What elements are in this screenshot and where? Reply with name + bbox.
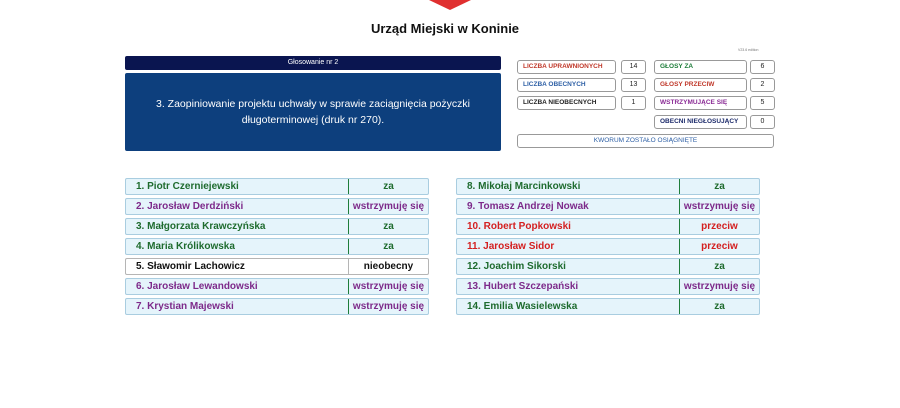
vote-number-header: Głosowanie nr 2 <box>125 56 501 70</box>
member-name: 6. Jarosław Lewandowski <box>136 281 258 292</box>
member-row <box>456 258 760 275</box>
member-name: 7. Krystian Majewski <box>136 301 234 312</box>
member-vote: za <box>348 179 428 194</box>
member-name: 2. Jarosław Derdziński <box>136 201 244 212</box>
member-vote: za <box>679 259 759 274</box>
stat-abstain-label: WSTRZYMUJĄCE SIĘ <box>654 96 747 110</box>
member-name: 9. Tomasz Andrzej Nowak <box>467 201 589 212</box>
member-row <box>456 238 760 255</box>
member-row <box>125 258 429 275</box>
stat-present-value: 13 <box>621 78 646 92</box>
member-row <box>125 238 429 255</box>
version-note: V23.6 edition <box>738 48 759 52</box>
stat-absent-label: LICZBA NIEOBECNYCH <box>517 96 616 110</box>
member-row <box>456 198 760 215</box>
stat-present-label: LICZBA OBECNYCH <box>517 78 616 92</box>
member-row <box>456 298 760 315</box>
member-name: 13. Hubert Szczepański <box>467 281 579 292</box>
member-vote: nieobecny <box>348 259 428 274</box>
stat-for-value: 6 <box>750 60 775 74</box>
member-name: 3. Małgorzata Krawczyńska <box>136 221 266 232</box>
member-vote: wstrzymuję się <box>679 199 759 214</box>
member-vote: za <box>348 239 428 254</box>
member-row <box>456 278 760 295</box>
stat-abstain-value: 5 <box>750 96 775 110</box>
stat-eligible-label: LICZBA UPRAWNIONYCH <box>517 60 616 74</box>
member-vote: wstrzymuję się <box>679 279 759 294</box>
stat-not-voting-label: OBECNI NIEGŁOSUJĄCY <box>654 115 747 129</box>
member-vote: wstrzymuję się <box>348 299 428 314</box>
member-name: 4. Maria Królikowska <box>136 241 235 252</box>
member-row <box>456 218 760 235</box>
member-vote: za <box>348 219 428 234</box>
member-name: 1. Piotr Czerniejewski <box>136 181 239 192</box>
stat-absent-value: 1 <box>621 96 646 110</box>
member-vote: wstrzymuję się <box>348 279 428 294</box>
member-vote: za <box>679 299 759 314</box>
member-row <box>125 178 429 195</box>
member-vote: przeciw <box>679 239 759 254</box>
member-vote: przeciw <box>679 219 759 234</box>
vote-topic-panel <box>125 73 501 151</box>
stat-against-label: GŁOSY PRZECIW <box>654 78 747 92</box>
member-vote: wstrzymuję się <box>348 199 428 214</box>
stat-against-value: 2 <box>750 78 775 92</box>
logo-arrow-icon <box>429 0 471 10</box>
member-row <box>125 198 429 215</box>
quorum-status: KWORUM ZOSTAŁO OSIĄGNIĘTE <box>517 134 774 148</box>
member-name: 5. Sławomir Lachowicz <box>136 261 245 272</box>
member-name: 10. Robert Popkowski <box>467 221 571 232</box>
member-vote: za <box>679 179 759 194</box>
member-name: 12. Joachim Sikorski <box>467 261 566 272</box>
stat-not-voting-value: 0 <box>750 115 775 129</box>
member-name: 8. Mikołaj Marcinkowski <box>467 181 581 192</box>
stat-for-label: GŁOSY ZA <box>654 60 747 74</box>
stat-eligible-value: 14 <box>621 60 646 74</box>
member-name: 14. Emilia Wasielewska <box>467 301 578 312</box>
vote-topic-text: 3. Zaopiniowanie projektu uchwały w sprawie zaciągnięcia pożyczki długoterminowej (druk nr 270). <box>156 98 470 126</box>
member-row <box>125 278 429 295</box>
member-name: 11. Jarosław Sidor <box>467 241 555 252</box>
page-title: Urząd Miejski w Koninie <box>370 21 520 36</box>
member-row <box>125 218 429 235</box>
member-row <box>456 178 760 195</box>
member-row <box>125 298 429 315</box>
